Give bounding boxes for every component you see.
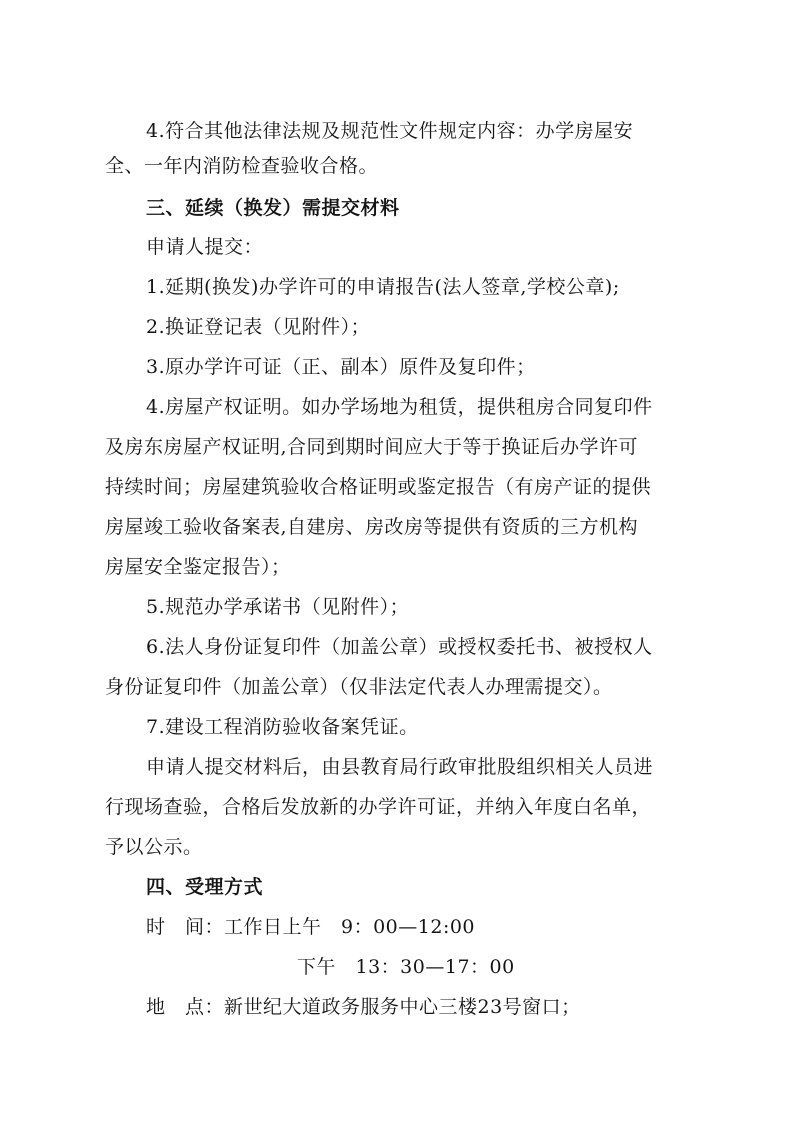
time-line: 时 间：工作日上午 9：00—12:00 xyxy=(146,916,476,938)
text-line: 身份证复印件（加盖公章）（仅非法定代表人办理需提交）。 xyxy=(105,676,613,698)
text-line: 及房东房屋产权证明,合同到期时间应大于等于换证后办学许可 xyxy=(105,436,639,458)
address-line: 地 点：新世纪大道政务服务中心三楼23号窗口； xyxy=(146,996,581,1018)
text-line: 全、一年内消防检查验收合格。 xyxy=(105,155,379,177)
list-item: 4.房屋产权证明。如办学场地为租赁，提供租房合同复印件 xyxy=(146,396,653,418)
text-line: 予以公示。 xyxy=(105,836,203,858)
list-item: 3.原办学许可证（正、副本）原件及复印件； xyxy=(146,356,536,378)
text-line: 持续时间；房屋建筑验收合格证明或鉴定报告（有房产证的提供 xyxy=(105,476,652,498)
text-line: 房屋安全鉴定报告）； xyxy=(105,556,291,578)
list-item: 5.规范办学承诺书（见附件）； xyxy=(146,596,410,618)
list-item: 1.延期(换发)办学许可的申请报告(法人签章,学校公章); xyxy=(146,276,620,298)
list-item: 6.法人身份证复印件（加盖公章）或授权委托书、被授权人 xyxy=(146,636,653,658)
text-line: 申请人提交材料后，由县教育局行政审批股组织相关人员进 xyxy=(146,756,654,778)
text-line: 房屋竣工验收备案表,自建房、房改房等提供有资质的三方机构 xyxy=(105,516,639,538)
section-heading: 三、延续（换发）需提交材料 xyxy=(146,197,400,219)
list-item: 7.建设工程消防验收备案凭证。 xyxy=(146,716,419,738)
list-item: 2.换证登记表（见附件）； xyxy=(146,316,371,338)
time-line: 下午 13：30—17：00 xyxy=(297,956,515,978)
text-line: 行现场查验，合格后发放新的办学许可证，并纳入年度白名单， xyxy=(105,796,652,818)
section-heading: 四、受理方式 xyxy=(146,876,264,898)
text-line: 4.符合其他法律法规及规范性文件规定内容：办学房屋安 xyxy=(146,120,634,142)
text-line: 申请人提交： xyxy=(146,236,264,258)
